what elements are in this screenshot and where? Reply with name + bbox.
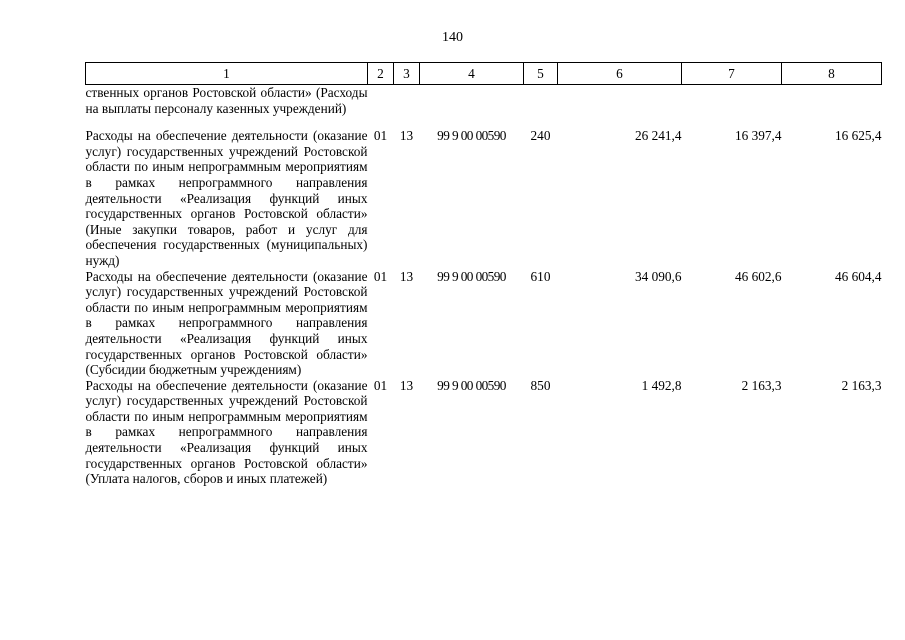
row-subsection-code: 13 [399, 377, 414, 393]
row-description: Расходы на обеспечение деятельности (оказание услуг) государственных учреждений Ростовской области по иным непрограммным мероприятиям в рамках непрограммного направления деятельности «Реализация функций иных государственных органов Ростовской области» (Уплата налогов, сборов и иных платежей) [85, 377, 368, 487]
header-cell-1: 1 [86, 63, 368, 85]
row-amount-col7: 2 163,3 [741, 377, 782, 393]
row-amount-col6: 26 241,4 [634, 128, 682, 144]
row-amount-col8 [782, 85, 882, 129]
row-amount-col6: 1 492,8 [641, 377, 682, 393]
row-target-article: 99 9 00 00590 [437, 268, 506, 284]
header-cell-2: 2 [368, 63, 394, 85]
row-section-code: 01 [373, 268, 388, 284]
row-amount-col6 [558, 85, 682, 129]
row-expense-type: 240 [530, 128, 551, 144]
row-amount-col7 [682, 85, 782, 129]
header-cell-7: 7 [682, 63, 782, 85]
row-target-article [420, 85, 524, 129]
page-number: 140 [442, 30, 463, 45]
table-header-row [86, 63, 882, 85]
budget-table [85, 62, 882, 487]
row-section-code [368, 85, 394, 129]
header-cell-3: 3 [394, 63, 420, 85]
row-description: Расходы на обеспечение деятельности (оказание услуг) государственных учреждений Ростовской области по иным непрограммным мероприятиям в рамках непрограммного направления деятельности «Реализация функций иных государственных органов Ростовской области» (Иные закупки товаров, работ и услуг для обеспечения государственных (муниципальных) нужд) [85, 128, 368, 268]
row-subsection-code: 13 [399, 268, 414, 284]
table-row [86, 85, 882, 129]
row-description: Расходы на обеспечение деятельности (оказание услуг) государственных учреждений Ростовской области по иным непрограммным мероприятиям в рамках непрограммного направления деятельности «Реализация функций иных государственных органов Ростовской области» (Субсидии бюджетным учреждениям) [85, 268, 368, 378]
row-subsection-code [394, 85, 420, 129]
row-amount-col6: 34 090,6 [634, 268, 682, 284]
row-expense-type: 610 [530, 268, 551, 284]
header-cell-8: 8 [782, 63, 882, 85]
row-amount-col8: 2 163,3 [841, 377, 882, 393]
row-target-article: 99 9 00 00590 [437, 377, 506, 393]
row-expense-type [524, 85, 558, 129]
row-amount-col7: 46 602,6 [734, 268, 782, 284]
header-cell-5: 5 [524, 63, 558, 85]
row-amount-col8: 16 625,4 [834, 128, 882, 144]
row-description: ственных органов Ростовской области» (Расходы на выплаты персоналу казенных учреждений) [85, 85, 368, 116]
row-amount-col7: 16 397,4 [734, 128, 782, 144]
row-amount-col8: 46 604,4 [834, 268, 882, 284]
table-row [86, 269, 882, 378]
row-expense-type: 850 [530, 377, 551, 393]
header-cell-4: 4 [420, 63, 524, 85]
table-row [86, 128, 882, 268]
row-subsection-code: 13 [399, 128, 414, 144]
row-target-article: 99 9 00 00590 [437, 128, 506, 144]
row-section-code: 01 [373, 377, 388, 393]
table-row [86, 378, 882, 487]
row-section-code: 01 [373, 128, 388, 144]
header-cell-6: 6 [558, 63, 682, 85]
